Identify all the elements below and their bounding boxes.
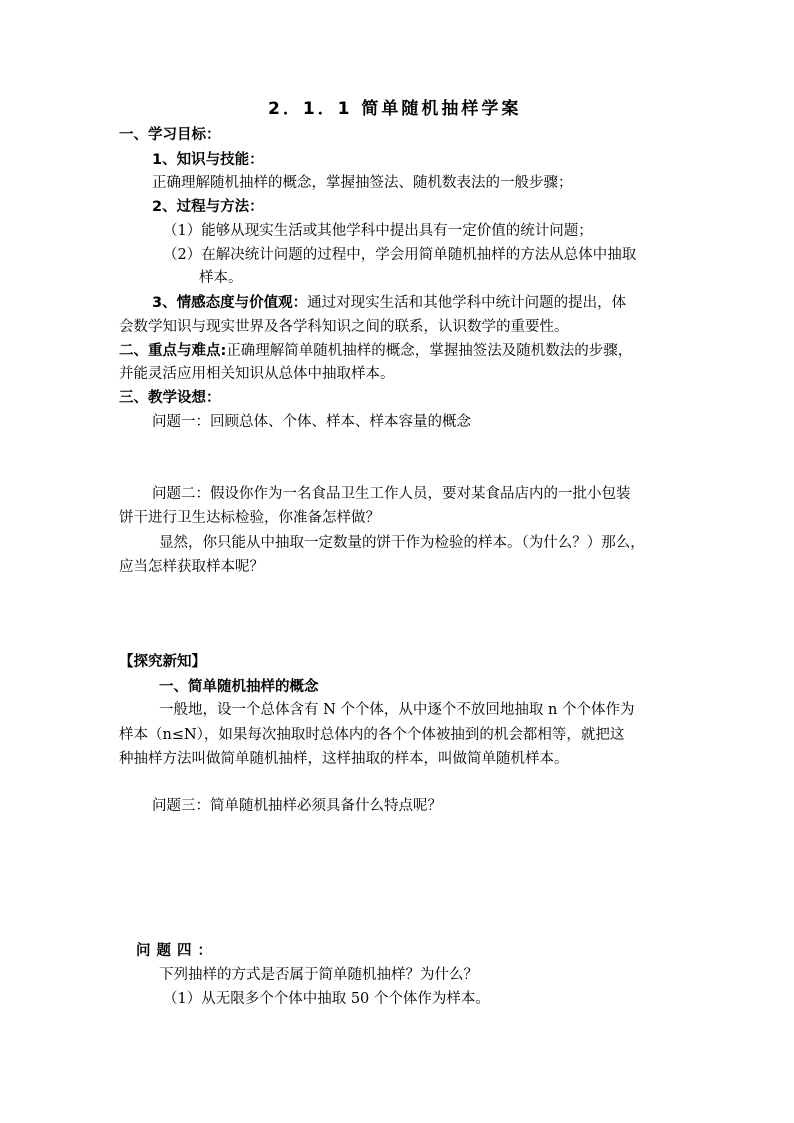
concept-heading: 一、简单随机抽样的概念 [159, 679, 319, 695]
attitude-line-1 [152, 293, 626, 313]
question-2-line-2: 饼干进行卫生达标检验，你准备怎样做？ [119, 510, 380, 526]
question-4-item-1: （1）从无限多个个体中抽取 50 个个体作为样本。 [163, 991, 490, 1007]
key-points-line-2: 并能灵活应用相关知识从总体中抽取样本。 [119, 366, 395, 382]
key-points-label: 二、重点与难点: [119, 343, 227, 359]
attitude-label: 3、情感态度与价值观： [152, 295, 308, 311]
concept-line-3: 种抽样方法叫做简单随机抽样，这样抽取的样本，叫做简单随机样本。 [119, 751, 569, 767]
knowledge-skill-label: 1、知识与技能： [152, 152, 264, 168]
question-1: 问题一：回顾总体、个体、样本、样本容量的概念 [152, 414, 471, 430]
key-points-text: 正确理解简单随机抽样的概念，掌握抽签法及随机数法的步骤， [226, 343, 633, 359]
attitude-text: 通过对现实生活和其他学科中统计问题的提出，体 [307, 295, 627, 311]
process-method-label: 2、过程与方法： [152, 199, 264, 215]
explore-heading: 【探究新知】 [119, 654, 206, 670]
concept-line-1: 一般地，设一个总体含有 N 个个体，从中逐个不放回地抽取 n 个个体作为 [159, 702, 635, 718]
process-item-2a: （2）在解决统计问题的过程中，学会用简单随机抽样的方法从总体中抽取 [163, 247, 637, 263]
key-points-line-1 [119, 341, 632, 361]
section1-heading: 一、学习目标： [119, 127, 221, 143]
process-item-1: （1）能够从现实生活或其他学科中提出具有一定价值的统计问题； [163, 223, 593, 239]
question-2-line-4: 应当怎样获取样本呢？ [119, 559, 264, 575]
section3-heading: 三、教学设想： [119, 390, 221, 406]
question-4-text: 下列抽样的方式是否属于简单随机抽样？为什么？ [159, 967, 478, 983]
question-2-line-1: 问题二：假设你作为一名食品卫生工作人员，要对某食品店内的一批小包装 [152, 486, 631, 502]
attitude-line-2: 会数学知识与现实世界及各学科知识之间的联系，认识数学的重要性。 [119, 319, 569, 335]
question-2-line-3: 显然，你只能从中抽取一定数量的饼干作为检验的样本。（为什么？）那么， [159, 535, 645, 551]
question-3: 问题三：简单随机抽样必须具备什么特点呢？ [152, 798, 442, 814]
process-item-2b: 样本。 [199, 270, 243, 286]
page-title: 2．1．1 简单随机抽样学案 [268, 99, 522, 119]
knowledge-skill-text: 正确理解随机抽样的概念，掌握抽签法、随机数表法的一般步骤； [152, 175, 573, 191]
question-4-label: 问题四： [136, 943, 218, 959]
concept-line-2: 样本（n≤N），如果每次抽取时总体内的各个个体被抽到的机会都相等，就把这 [119, 727, 625, 743]
